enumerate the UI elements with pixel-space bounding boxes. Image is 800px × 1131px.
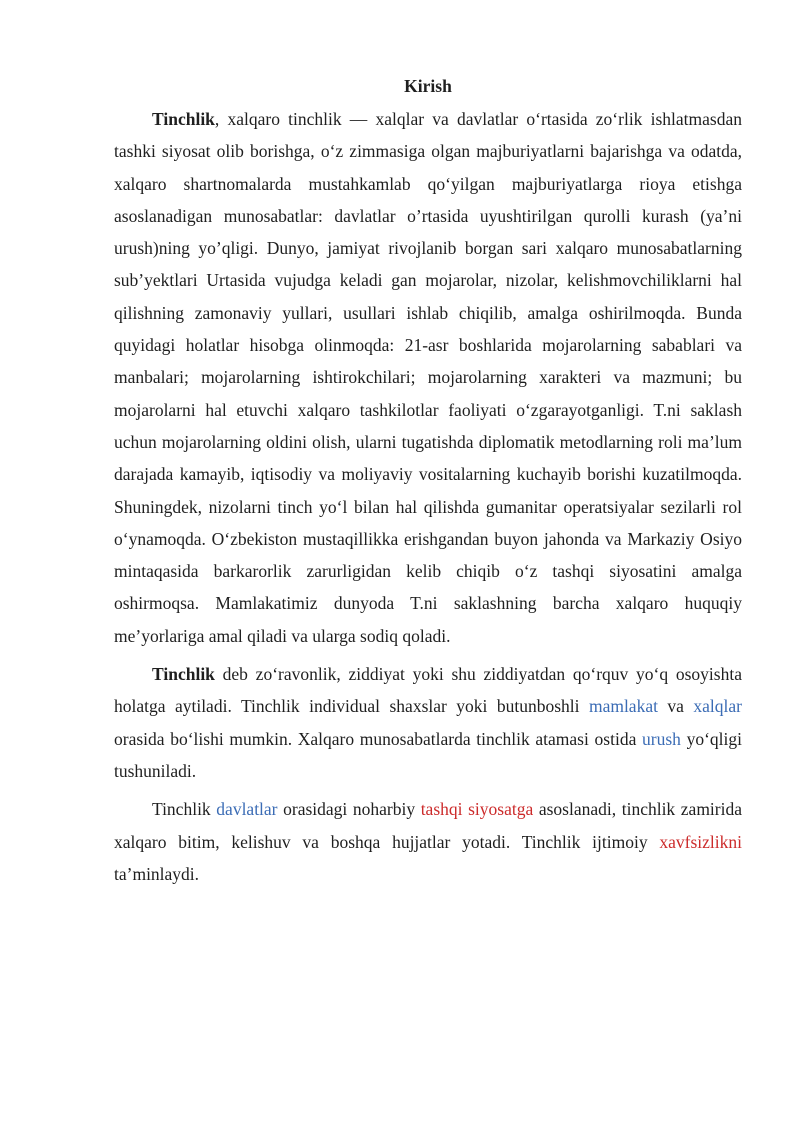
link-davlatlar[interactable]: davlatlar (216, 799, 278, 820)
link-xavfsizlikni[interactable]: xavfsizlikni (659, 831, 742, 852)
paragraph-intro-text: , xalqaro tinchlik — xalqlar va davlatlar o‘rtasida zo‘rlik ishlatmasdan tashki siyosat olib borishga, o‘z zimmasiga olgan majburiyatlarni bajarishga va odatda, xalqaro shartnomalarda mustahkamlab qo‘yilgan majburiyatlarga rioya etishga asoslanadigan munosabatlar: davlatlar o’rtasida uyushtirilgan qurolli kurash (ya’ni urush)ning yo’qligi. Dunyo, jamiyat rivojlanib borgan sari xalqaro munosabatlarning sub’yektlari Urtasida vujudga keladi gan mojarolar, nizolar, kelishmovchiliklarni hal qilishning zamonaviy yullari, usullari ishlab chiqilib, amalga oshirilmoqda. Bunda quyidagi holatlar hisobga olinmoqda: 21-asr boshlarida mojarolarning sabablari va manbalari; mojarolarning ishtirokchilari; mojarolarning xarakteri va mazmuni; bu mojarolarni hal etuvchi xalqaro tashkilotlar faoliyati o‘zgarayotganligi. T.ni saklash uchun mojarolarning oldini olish, ularni tugatishda diplomatik metodlarning roli ma’lum darajada kamayib, iqtisodiy va moliyaviy vositalarning kuchayib borishi kuzatilmoqda. Shuningdek, nizolarni tinch yo‘l bilan hal qilishda gumanitar operatsiyalar sezilarli rol o‘ynamoqda. O‘zbekiston mustaqillikka erishgandan buyon jahonda va Markaziy Osiyo mintaqasida barkarorlik zarurligidan kelib chiqib o‘z tashqi siyosatini amalga oshirmoqsa. Mamlakatimiz dunyoda T.ni saklashning barcha xalqaro huquqiy me’yorlariga amal qiladi va ularga sodiq qoladi. (114, 109, 742, 646)
paragraph-definition-text-b: va (657, 696, 694, 717)
paragraph-policy (114, 793, 742, 890)
document-title: Kirish (404, 76, 452, 96)
paragraph-policy-text-c: asoslanadi, tinchlik zamirida xalqaro bitim, kelishuv va boshqa hujjatlar yotadi. Tinchlik ijtimoiy (114, 799, 743, 852)
paragraph-policy-text-a: Tinchlik (152, 799, 217, 820)
link-urush[interactable]: urush (642, 728, 681, 749)
link-mamlakat[interactable]: mamlakat (588, 696, 658, 717)
document-page (114, 70, 742, 890)
link-tashqi-siyosatga[interactable]: tashqi siyosatga (420, 799, 534, 820)
paragraph-definition-text-d: yo‘qligi tushuniladi. (114, 728, 742, 781)
paragraph-definition-text-c: orasida bo‘lishi mumkin. Xalqaro munosabatlarda tinchlik atamasi ostida (114, 728, 643, 749)
paragraph-definition (114, 658, 742, 787)
paragraph-intro-lead: Tinchlik (152, 109, 215, 129)
paragraph-policy-text-d: ta’minlaydi. (114, 863, 200, 884)
link-xalqlar[interactable]: xalqlar (693, 696, 742, 717)
paragraph-definition-text-a: deb zo‘ravonlik, ziddiyat yoki shu ziddiyatdan qo‘rquv yo‘q osoyishta holatga aytiladi. Tinchlik individual shaxslar yoki butunboshli (114, 664, 742, 717)
paragraph-intro (114, 103, 742, 652)
paragraph-definition-lead: Tinchlik (152, 664, 215, 685)
paragraph-policy-text-b: orasidagi noharbiy (277, 799, 421, 820)
